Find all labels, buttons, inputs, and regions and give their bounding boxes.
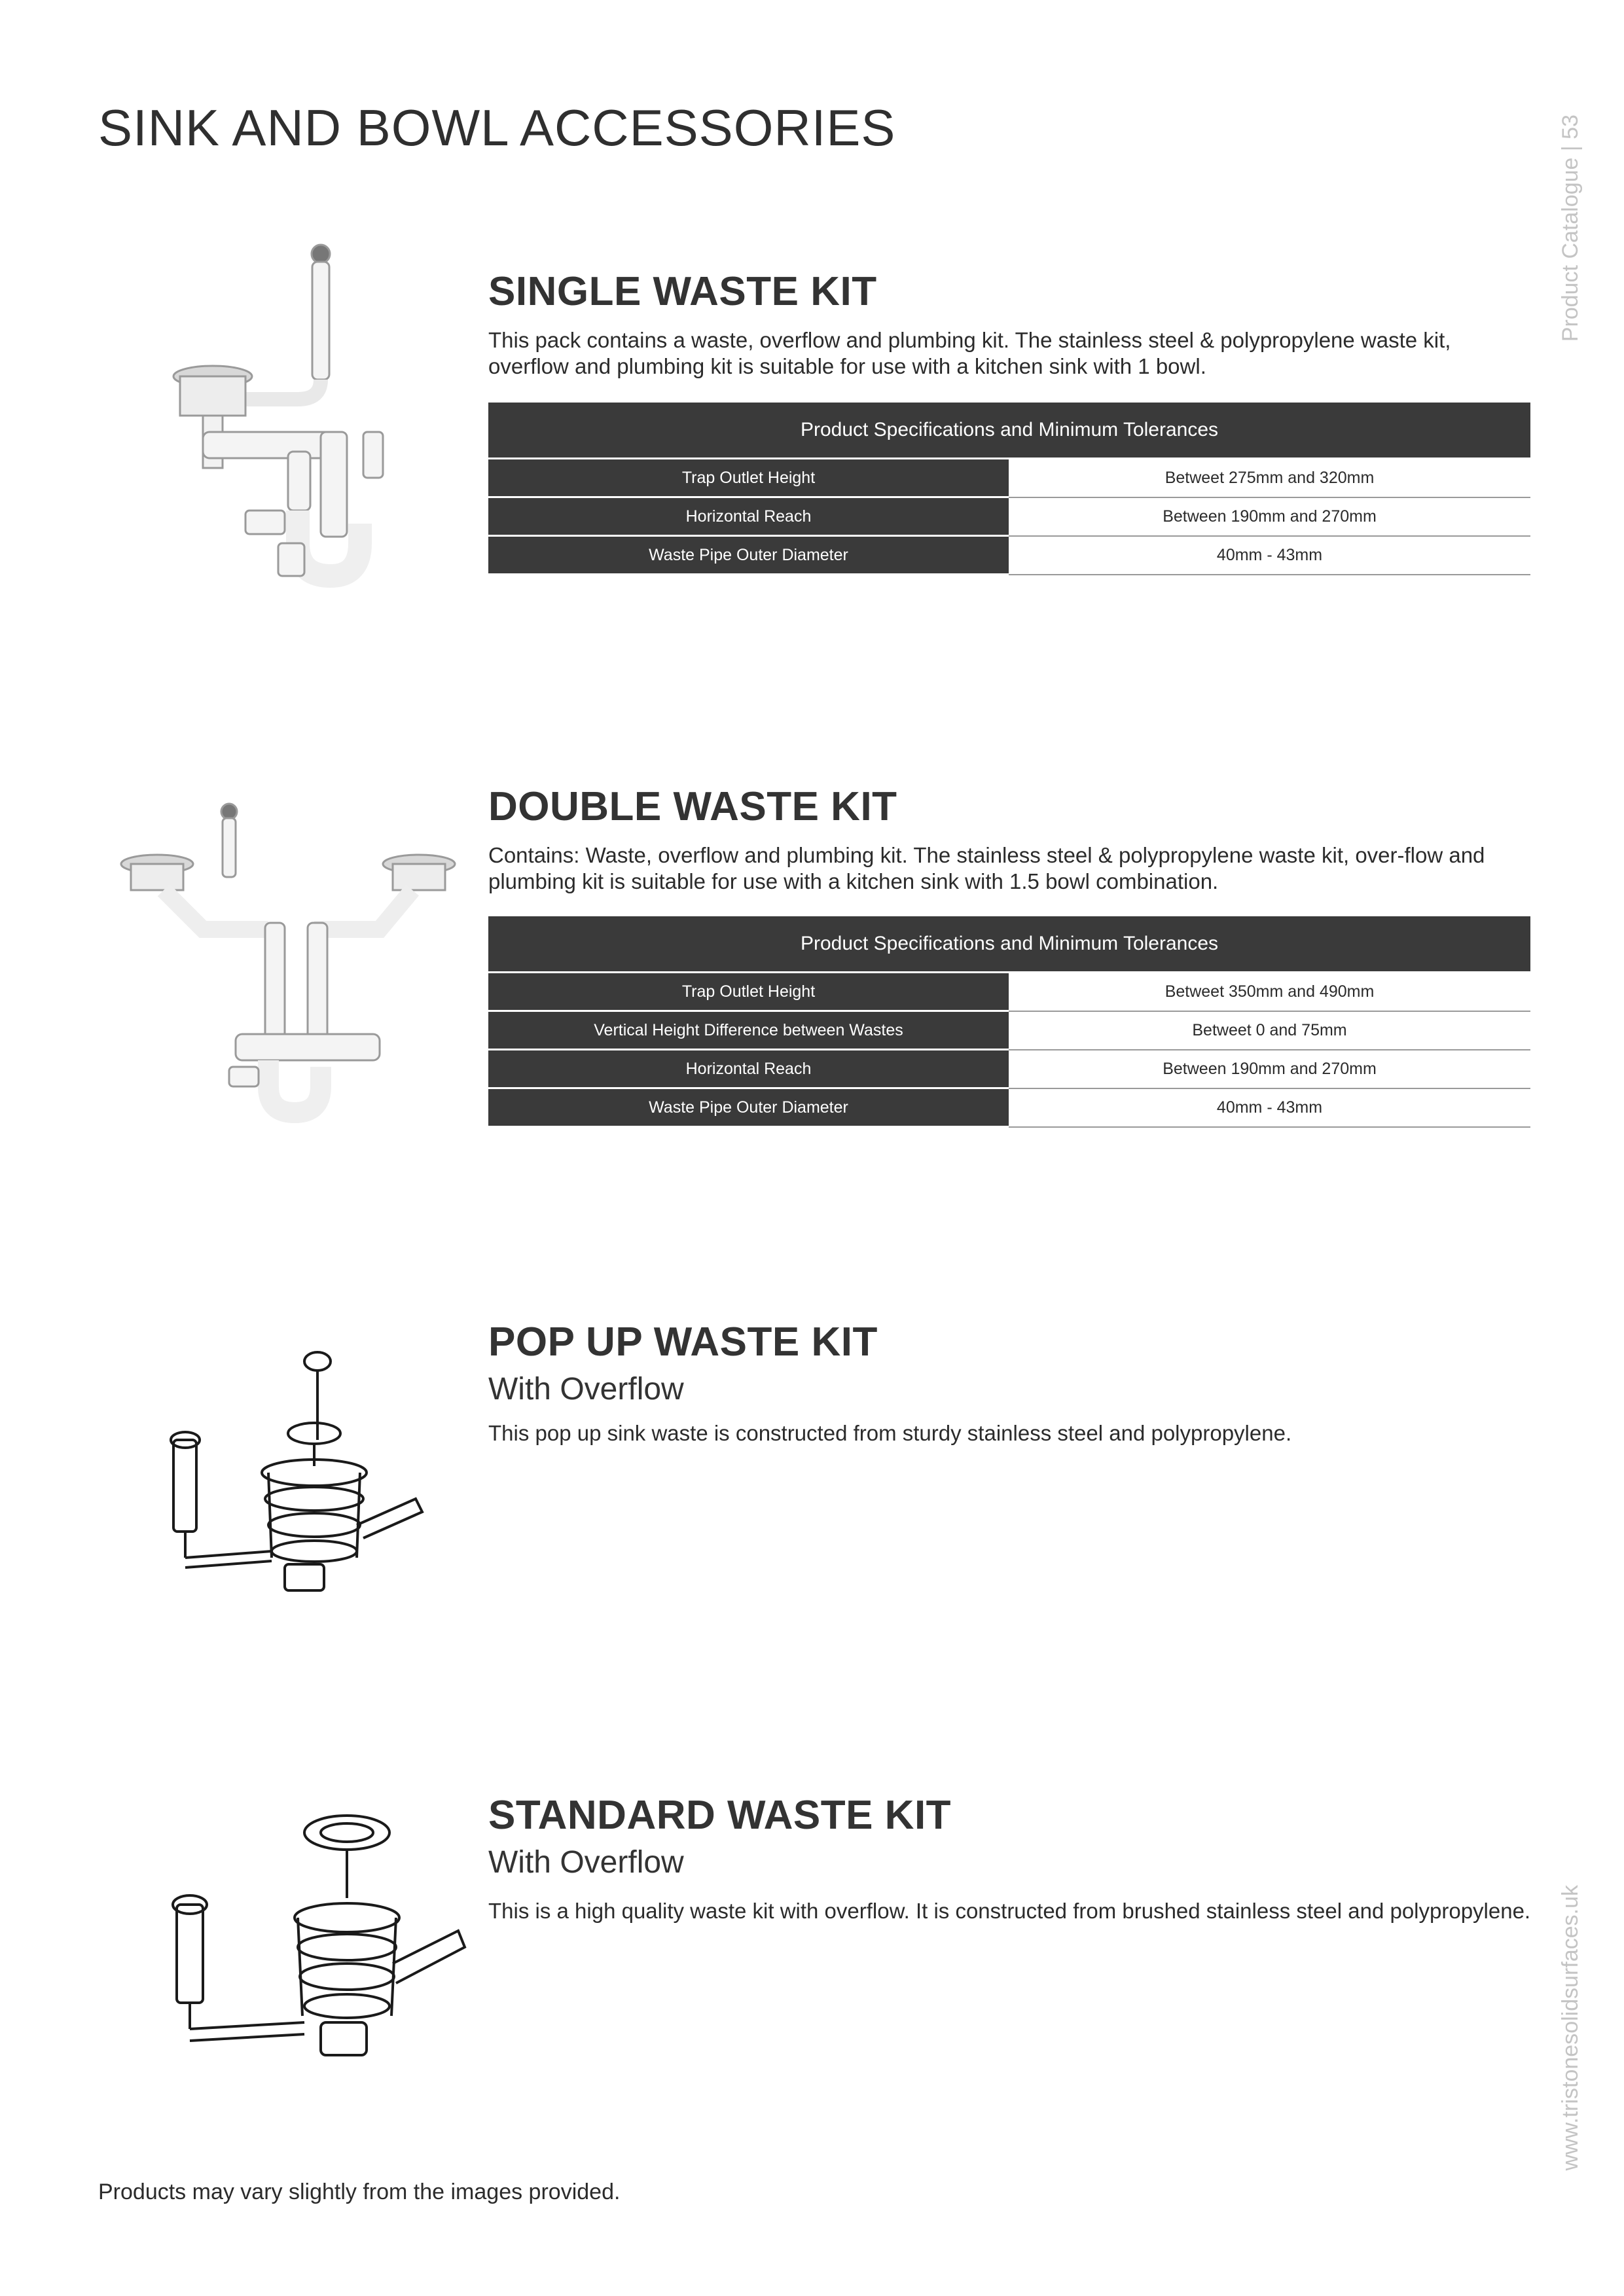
spec-value: Between 190mm and 270mm xyxy=(1009,497,1530,536)
spec-label: Horizontal Reach xyxy=(488,1050,1009,1088)
spec-value: Betweet 275mm and 320mm xyxy=(1009,459,1530,497)
table-row xyxy=(488,973,1530,1011)
spec-table xyxy=(488,916,1530,1128)
page-title: SINK AND BOWL ACCESSORIES xyxy=(98,99,896,156)
double-waste-kit-image xyxy=(118,798,458,1126)
spec-value: Between 190mm and 270mm xyxy=(1009,1050,1530,1088)
spec-table xyxy=(488,403,1530,575)
spec-label: Waste Pipe Outer Diameter xyxy=(488,1088,1009,1127)
spec-label: Horizontal Reach xyxy=(488,497,1009,536)
table-row xyxy=(488,497,1530,536)
product-title: STANDARD WASTE KIT xyxy=(488,1793,952,1838)
product-title: SINGLE WASTE KIT xyxy=(488,269,877,314)
spec-label: Trap Outlet Height xyxy=(488,459,1009,497)
standard-waste-kit-image xyxy=(151,1806,478,2081)
spec-value: Betweet 350mm and 490mm xyxy=(1009,973,1530,1011)
spec-table-header: Product Specifications and Minimum Tolerances xyxy=(488,916,1530,973)
product-description: Contains: Waste, overflow and plumbing kit. The stainless steel & polypropylene waste kit, over-flow and plumbing kit is suitable for use with a kitchen sink with 1.5 bowl combination. xyxy=(488,843,1485,893)
table-row xyxy=(488,1050,1530,1088)
single-waste-kit-image xyxy=(167,236,403,602)
product-description: This pack contains a waste, overflow and plumbing kit. The stainless steel & polypropylene waste kit, overflow and plumbing kit is suitable for use with a kitchen sink with 1 bowl. xyxy=(488,328,1451,378)
table-row xyxy=(488,1088,1530,1127)
product-subtitle: With Overflow xyxy=(488,1845,684,1880)
table-row xyxy=(488,459,1530,497)
side-catalogue-label: Product Catalogue | 53 xyxy=(1558,115,1583,342)
footer-disclaimer: Products may vary slightly from the images provided. xyxy=(98,2179,621,2204)
product-title: DOUBLE WASTE KIT xyxy=(488,784,897,829)
product-title: POP UP WASTE KIT xyxy=(488,1319,878,1365)
product-description: This pop up sink waste is constructed from sturdy stainless steel and polypropylene. xyxy=(488,1421,1292,1445)
table-row xyxy=(488,536,1530,575)
spec-value: 40mm - 43mm xyxy=(1009,536,1530,575)
side-website-link[interactable]: www.tristonesolidsurfaces.uk xyxy=(1558,1885,1583,2171)
spec-label: Vertical Height Difference between Wastes xyxy=(488,1011,1009,1050)
pop-up-waste-kit-image xyxy=(154,1342,429,1604)
spec-table-header: Product Specifications and Minimum Tolerances xyxy=(488,403,1530,459)
product-description: This is a high quality waste kit with overflow. It is constructed from brushed stainless steel and polypropylene. xyxy=(488,1899,1531,1923)
product-subtitle: With Overflow xyxy=(488,1372,684,1407)
table-row xyxy=(488,1011,1530,1050)
spec-label: Trap Outlet Height xyxy=(488,973,1009,1011)
spec-label: Waste Pipe Outer Diameter xyxy=(488,536,1009,575)
spec-value: Betweet 0 and 75mm xyxy=(1009,1011,1530,1050)
spec-value: 40mm - 43mm xyxy=(1009,1088,1530,1127)
